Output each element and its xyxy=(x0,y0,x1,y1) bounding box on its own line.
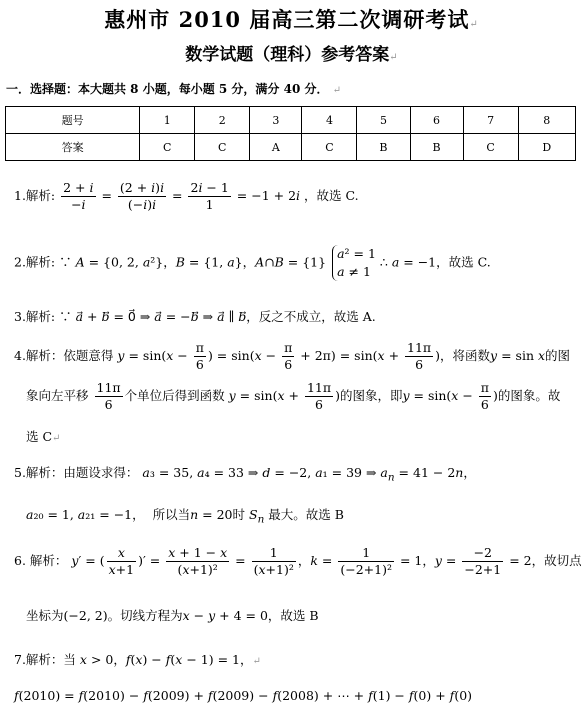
table-cell: B xyxy=(410,134,463,161)
solution-1: 1.解析: $\frac{2 + i}{-i}$ = $\frac{(2 + i)i}{(-i)i}$ = $\frac{2i - 1}{1}$ = −1 + 2i ，故选 C. xyxy=(14,180,359,212)
answer-table xyxy=(5,106,576,161)
table-cell: 答案 xyxy=(6,134,140,161)
solution-5-line-2: a₂₀ = 1, a₂₁ = −1， 所以当n = 20时 $S_n$ 最大。故选 B xyxy=(26,507,344,526)
table-cell: C xyxy=(302,134,357,161)
table-cell: 2 xyxy=(195,107,250,134)
table-row xyxy=(6,107,576,134)
table-cell: 4 xyxy=(302,107,357,134)
solution-7-line-2: f(2010) = f(2010) − f(2009) + f(2009) − f(2008) + ⋯ + f(1) − f(0) + f(0) xyxy=(14,688,473,703)
table-cell: D xyxy=(518,134,575,161)
table-cell: C xyxy=(140,134,195,161)
table-cell: 8 xyxy=(518,107,575,134)
table-cell: 6 xyxy=(410,107,463,134)
solution-4-line-2: 象向左平移 $\frac{11\pi}{6}$ 个单位后得到函数 y = sin(x + $\frac{11\pi}{6}$ )的图象，即y = sin(x − $\frac{\pi}{6}$ )的图象。故 xyxy=(26,380,561,412)
document-title: 惠州市 2010 届高三第二次调研考试↵ xyxy=(104,7,479,32)
table-cell: 7 xyxy=(463,107,518,134)
solution-3: 3.解析: ∵ a⃗ + b⃗ = 0⃗ ⇒ a⃗ = −b⃗ ⇒ a⃗ ∥ b⃗，反之不成立，故选 A. xyxy=(14,309,376,324)
table-row xyxy=(6,134,576,161)
table-cell: A xyxy=(250,134,302,161)
document-subtitle: 数学试题（理科）参考答案↵ xyxy=(185,45,398,65)
table-cell: 题号 xyxy=(6,107,140,134)
table-cell: 3 xyxy=(250,107,302,134)
table-cell: 1 xyxy=(140,107,195,134)
table-cell: 5 xyxy=(357,107,410,134)
solution-7-line-1: 7.解析：当 x > 0，f(x) − f(x − 1) = 1，↵ xyxy=(14,652,261,667)
solution-4-line-1: 4.解析：依题意得 y = sin(x − $\frac{\pi}{6}$ ) = sin(x − $\frac{\pi}{6}$ + 2π) = sin(x + $\frac{11\pi}{6}$ )，将函数y = sin x的图 xyxy=(14,340,571,372)
table-cell: C xyxy=(195,134,250,161)
table-cell: B xyxy=(357,134,410,161)
solution-2: 2.解析: ∵ A = {0, 2, a²}，B = {1, a}，A∩B = {1} a² = 1 a ≠ 1 ∴ a = −1，故选 C. xyxy=(14,246,491,279)
section-heading: 一．选择题：本大题共 8 小题，每小题 5 分，满分 40 分． ↵ xyxy=(6,82,342,96)
solution-6-line-1: 6. 解析： y′ = ( $\frac{x}{x+1}$ )′ = $\frac{x + 1 - x}{\text{(x+1)²}}$ = $\frac{1}{\text{(x+1)²}}$ ，k = $\frac{1}{\text{(−2+1)²}}$ = 1，y = $\frac{-2}{-2+1}$ = 2，故切点 xyxy=(14,545,582,577)
solution-6-line-2: 坐标为(−2, 2)。切线方程为x − y + 4 = 0，故选 B xyxy=(26,608,319,623)
solution-5-line-1: 5.解析：由题设求得： a₃ = 35, a₄ = 33 ⇒ d = −2, a₁ = 39 ⇒ $a_n = 41 - 2n$， xyxy=(14,465,476,484)
solution-4-line-3: 选 C↵ xyxy=(26,429,61,444)
table-cell: C xyxy=(463,134,518,161)
